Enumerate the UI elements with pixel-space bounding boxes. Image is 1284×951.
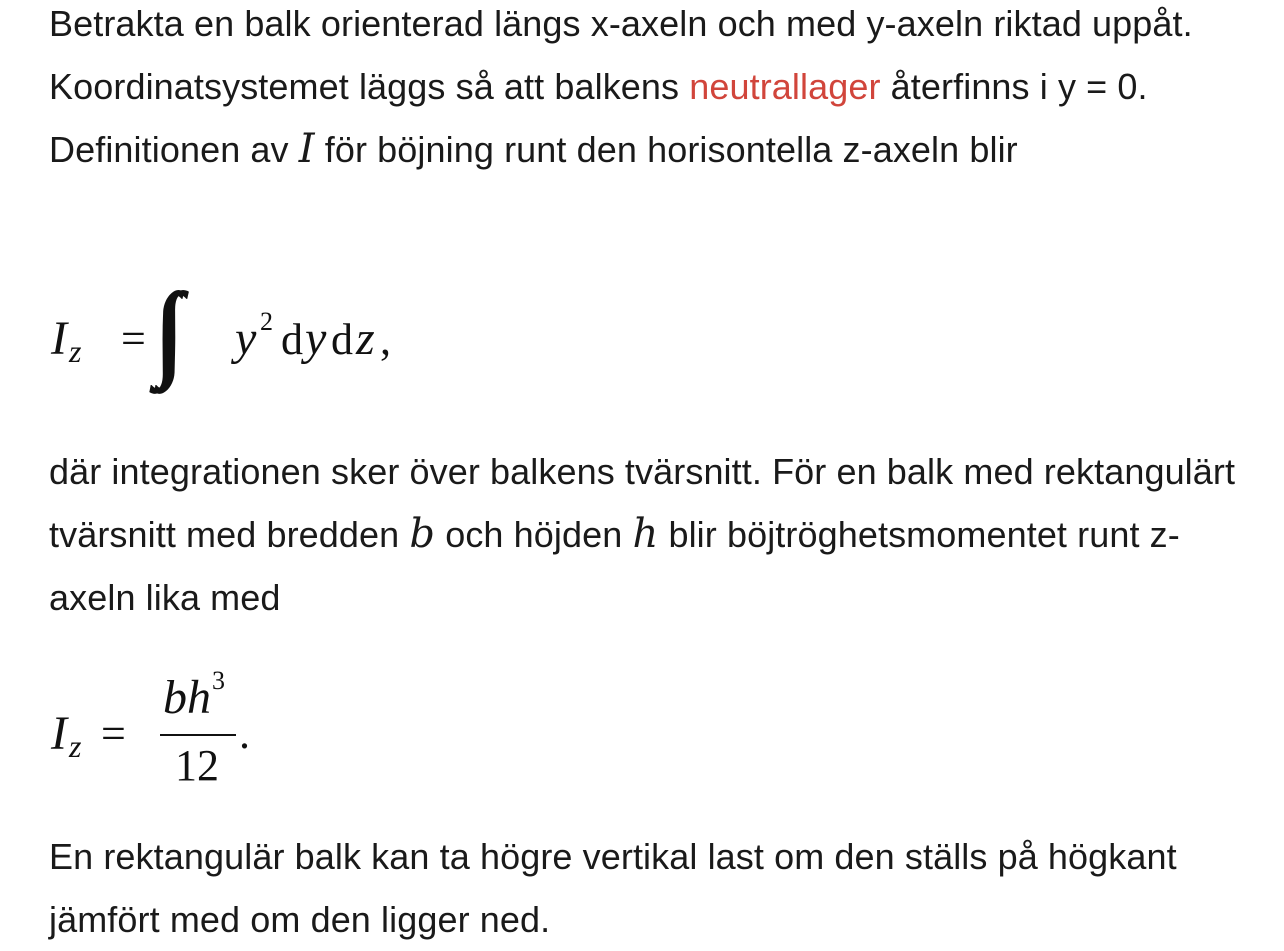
equation-moment-integral [49,283,469,398]
eq1-differential-z: z [356,312,375,365]
eq1-lhs-subscript: z [69,333,82,369]
symbol-moment-of-inertia: I [298,126,315,172]
eq1-differential-y: y [305,312,327,365]
eq1-lhs-variable: I [51,312,67,365]
eq2-equals-sign: = [101,709,126,758]
eq1-differential-d2: d [331,315,353,364]
eq2-denominator: 12 [175,741,219,790]
eq1-equals-sign: = [121,314,146,363]
paragraph-rectangular-section [49,440,1264,629]
eq2-numerator-exponent: 3 [212,666,225,695]
symbol-width-b: b [409,511,436,557]
paragraph-2-text-b: och höjden [435,514,633,555]
paragraph-1-text-b: återfinns i y = 0. Definitionen av [49,66,1148,170]
eq1-integrand-variable: y [235,312,257,365]
eq1-integrand-exponent: 2 [260,307,273,336]
eq2-lhs-variable: I [51,707,67,760]
eq1-trailing-comma: , [380,315,391,364]
eq2-lhs-subscript: z [69,728,82,764]
neutrallager-link[interactable]: neutrallager [689,66,881,107]
eq2-numerator: bh [163,671,211,724]
eq1-differential-d1: d [281,315,303,364]
paragraph-beam-definition [49,0,1264,181]
symbol-height-h: h [632,511,659,557]
paragraph-2-text-a: där integrationen sker över balkens tvärsnitt. För en balk med rektangulärt tvärsnitt med bredden [49,451,1236,555]
paragraph-2-text-c: blir böjtröghetsmomentet runt z-axeln lika med [49,514,1180,618]
paragraph-1-text-c: för böjning runt den horisontella z-axeln blir [314,129,1018,170]
eq2-trailing-period: . [239,709,250,758]
fraction-bar [160,734,236,736]
paragraph-1-text-a: Betrakta en balk orienterad längs x-axeln och med y-axeln riktad uppåt. Koordinatsystemet läggs så att balkens [49,3,1193,107]
equation-rectangular-moment [49,666,349,790]
paragraph-conclusion: En rektangulär balk kan ta högre vertikal last om den ställs på högkant jämfört med om den ligger ned. [49,836,1177,940]
